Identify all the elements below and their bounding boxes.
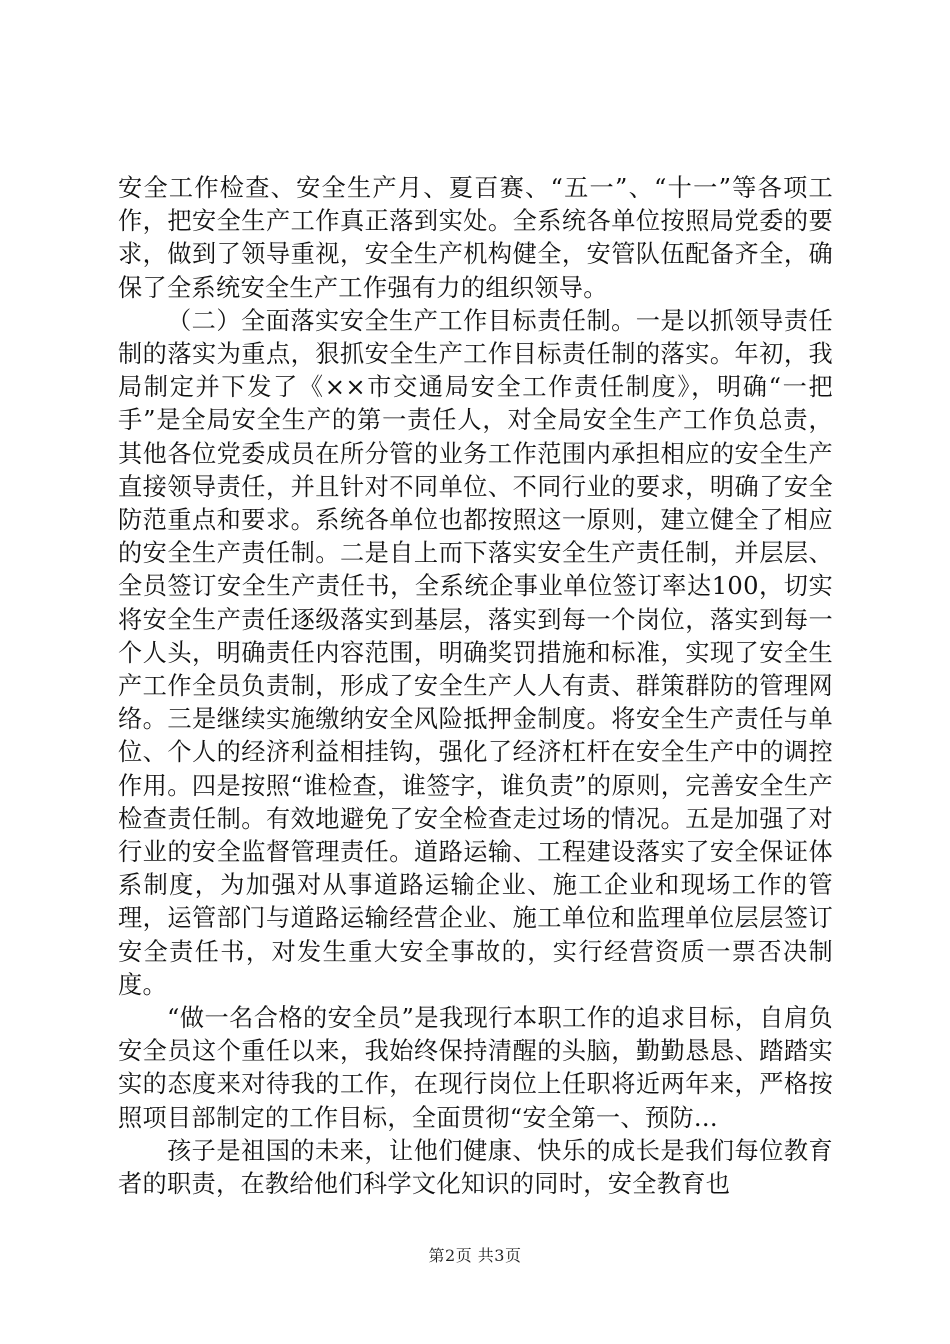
paragraph-2: （二）全面落实安全生产工作目标责任制。一是以抓领导责任制的落实为重点，狠抓安全生产工作目标责任制的落实。年初，我局制定并下发了《××市交通局安全工作责任制度》，明确“一把手”是全局安全生产的第一责任人，对全局安全生产工作负总责，其他各位党委成员在所分管的业务工作范围内承担相应的安全生产直接领导责任，并且针对不同单位、不同行业的要求，明确了安全防范重点和要求。系统各单位也都按照这一原则，建立健全了相应的安全生产责任制。二是自上而下落实安全生产责任制，并层层、全员签订安全生产责任书，全系统企事业单位签订率达100，切实将安全生产责任逐级落实到基层，落实到每一个岗位，落实到每一个人头，明确责任内容范围，明确奖罚措施和标准，实现了安全生产工作全员负责制，形成了安全生产人人有责、群策群防的管理网络。三是继续实施缴纳安全风险抵押金制度。将安全生产责任与单位、个人的经济利益相挂钩，强化了经济杠杆在安全生产中的调控作用。四是按照“谁检查，谁签字，谁负责”的原则，完善安全生产检查责任制。有效地避免了安全检查走过场的情况。五是加强了对行业的安全监督管理责任。道路运输、工程建设落实了安全保证体系制度，为加强对从事道路运输企业、施工企业和现场工作的管理，运管部门与道路运输经营企业、施工单位和监理单位层层签订安全责任书，对发生重大安全事故的，实行经营资质一票否决制度。	[118, 306, 833, 999]
document-body	[118, 172, 833, 1201]
page-number-footer: 第2页 共3页	[428, 1246, 522, 1265]
paragraph-1: 安全工作检查、安全生产月、夏百赛、“五一”、“十一”等各项工作，把安全生产工作真正落到实处。全系统各单位按照局党委的要求，做到了领导重视，安全生产机构健全，安管队伍配备齐全，确保了全系统安全生产工作强有力的组织领导。	[118, 174, 833, 302]
paragraph-4: 孩子是祖国的未来，让他们健康、快乐的成长是我们每位教育者的职责，在教给他们科学文化知识的同时，安全教育也	[118, 1136, 833, 1199]
paragraph-3: “做一名合格的安全员”是我现行本职工作的追求目标，自肩负安全员这个重任以来，我始终保持清醒的头脑，勤勤恳恳、踏踏实实的态度来对待我的工作，在现行岗位上任职将近两年来，严格按照项目部制定的工作目标，全面贯彻“安全第一、预防...	[118, 1004, 833, 1132]
